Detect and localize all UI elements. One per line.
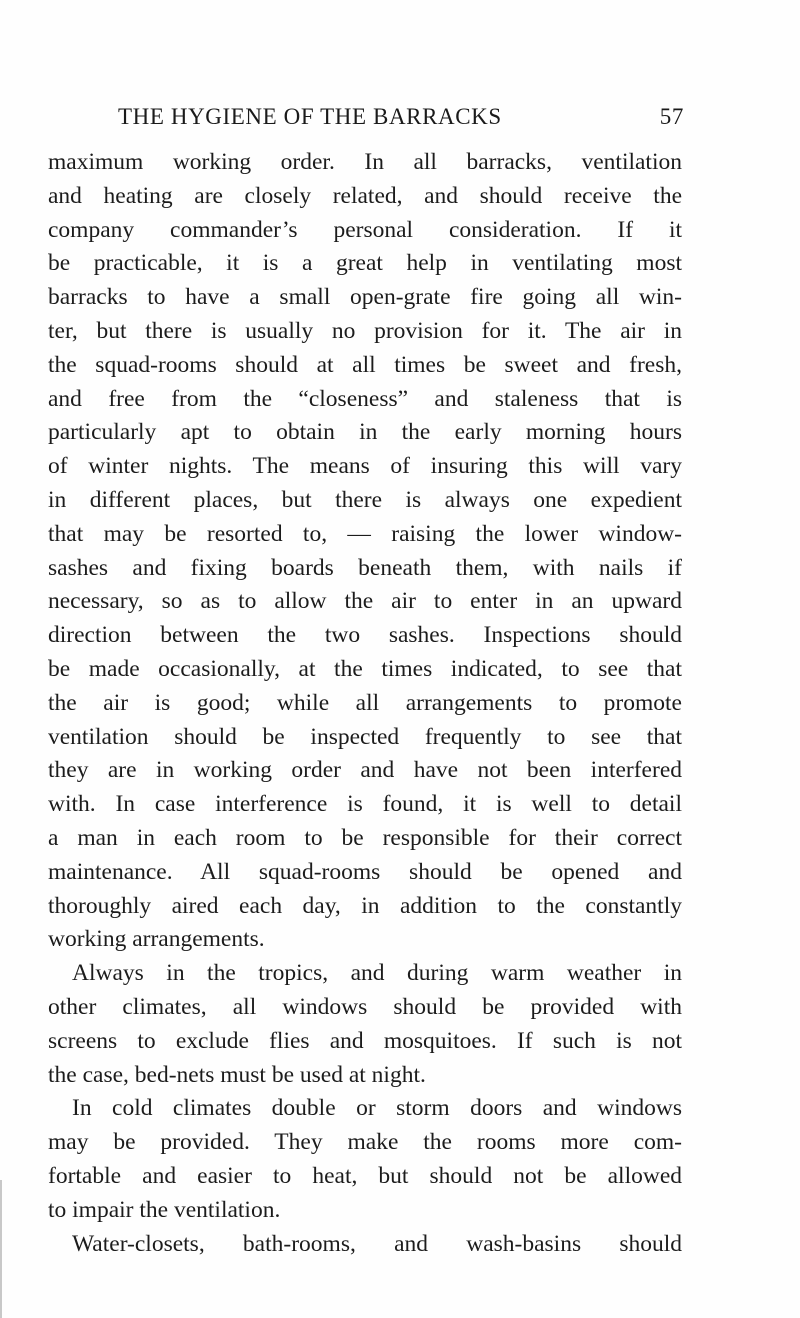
text-line: the air is good; while all arrangements to promote [48, 689, 682, 716]
text-line: that may be resorted to, — raising the lower window- [48, 520, 682, 547]
text-line: company commander’s personal consideration. If it [48, 216, 682, 243]
text-line: maintenance. All squad-rooms should be opened and [48, 858, 682, 885]
text-line: maximum working order. In all barracks, ventilation [48, 149, 682, 175]
body-text [48, 146, 682, 1261]
text-line: ter, but there is usually no provision for it. The air in [48, 317, 682, 344]
text-line: particularly apt to obtain in the early morning hours [48, 419, 682, 446]
text-line: with. In case interference is found, it is well to detail [48, 791, 682, 818]
text-line: other climates, all windows should be provided with [48, 993, 682, 1020]
text-line: fortable and easier to heat, but should not be allowed [48, 1162, 682, 1189]
text-line: sashes and fixing boards beneath them, with nails if [48, 554, 682, 581]
paragraph-start-line: Always in the tropics, and during warm weather in [72, 960, 682, 987]
text-line: necessary, so as to allow the air to enter in an upward [48, 588, 682, 615]
paragraph-end-line: to impair the ventilation. [48, 1196, 281, 1223]
text-line: may be provided. They make the rooms more com- [48, 1129, 682, 1156]
text-line: barracks to have a small open-grate fire going all win- [48, 284, 682, 311]
text-line: be made occasionally, at the times indicated, to see that [48, 655, 682, 682]
text-line: and free from the “closeness” and staleness that is [48, 385, 682, 412]
page-edge-shadow [0, 1180, 2, 1318]
text-line: direction between the two sashes. Inspections should [48, 622, 682, 649]
paragraph-start-line: Water-closets, bath-rooms, and wash-basins should [72, 1230, 682, 1257]
paragraph-end-line: the case, bed-nets must be used at night. [48, 1061, 426, 1088]
paragraph-end-line: working arrangements. [48, 926, 265, 953]
text-line: the squad-rooms should at all times be sweet and fresh, [48, 351, 682, 378]
text-line: be practicable, it is a great help in ventilating most [48, 250, 682, 277]
text-line: of winter nights. The means of insuring this will vary [48, 453, 682, 480]
text-line: and heating are closely related, and should receive the [48, 182, 682, 209]
running-head-title: THE HYGIENE OF THE BARRACKS [118, 104, 502, 129]
text-line: screens to exclude flies and mosquitoes. If such is not [48, 1027, 682, 1054]
text-line: a man in each room to be responsible for their correct [48, 824, 682, 851]
text-line: thoroughly aired each day, in addition to the constantly [48, 892, 682, 919]
page-number: 57 [659, 104, 684, 129]
paragraph-start-line: In cold climates double or storm doors and windows [72, 1095, 682, 1122]
text-line: they are in working order and have not been interfered [48, 757, 682, 784]
text-line: ventilation should be inspected frequently to see that [48, 723, 682, 750]
text-line: in different places, but there is always one expedient [48, 486, 682, 513]
